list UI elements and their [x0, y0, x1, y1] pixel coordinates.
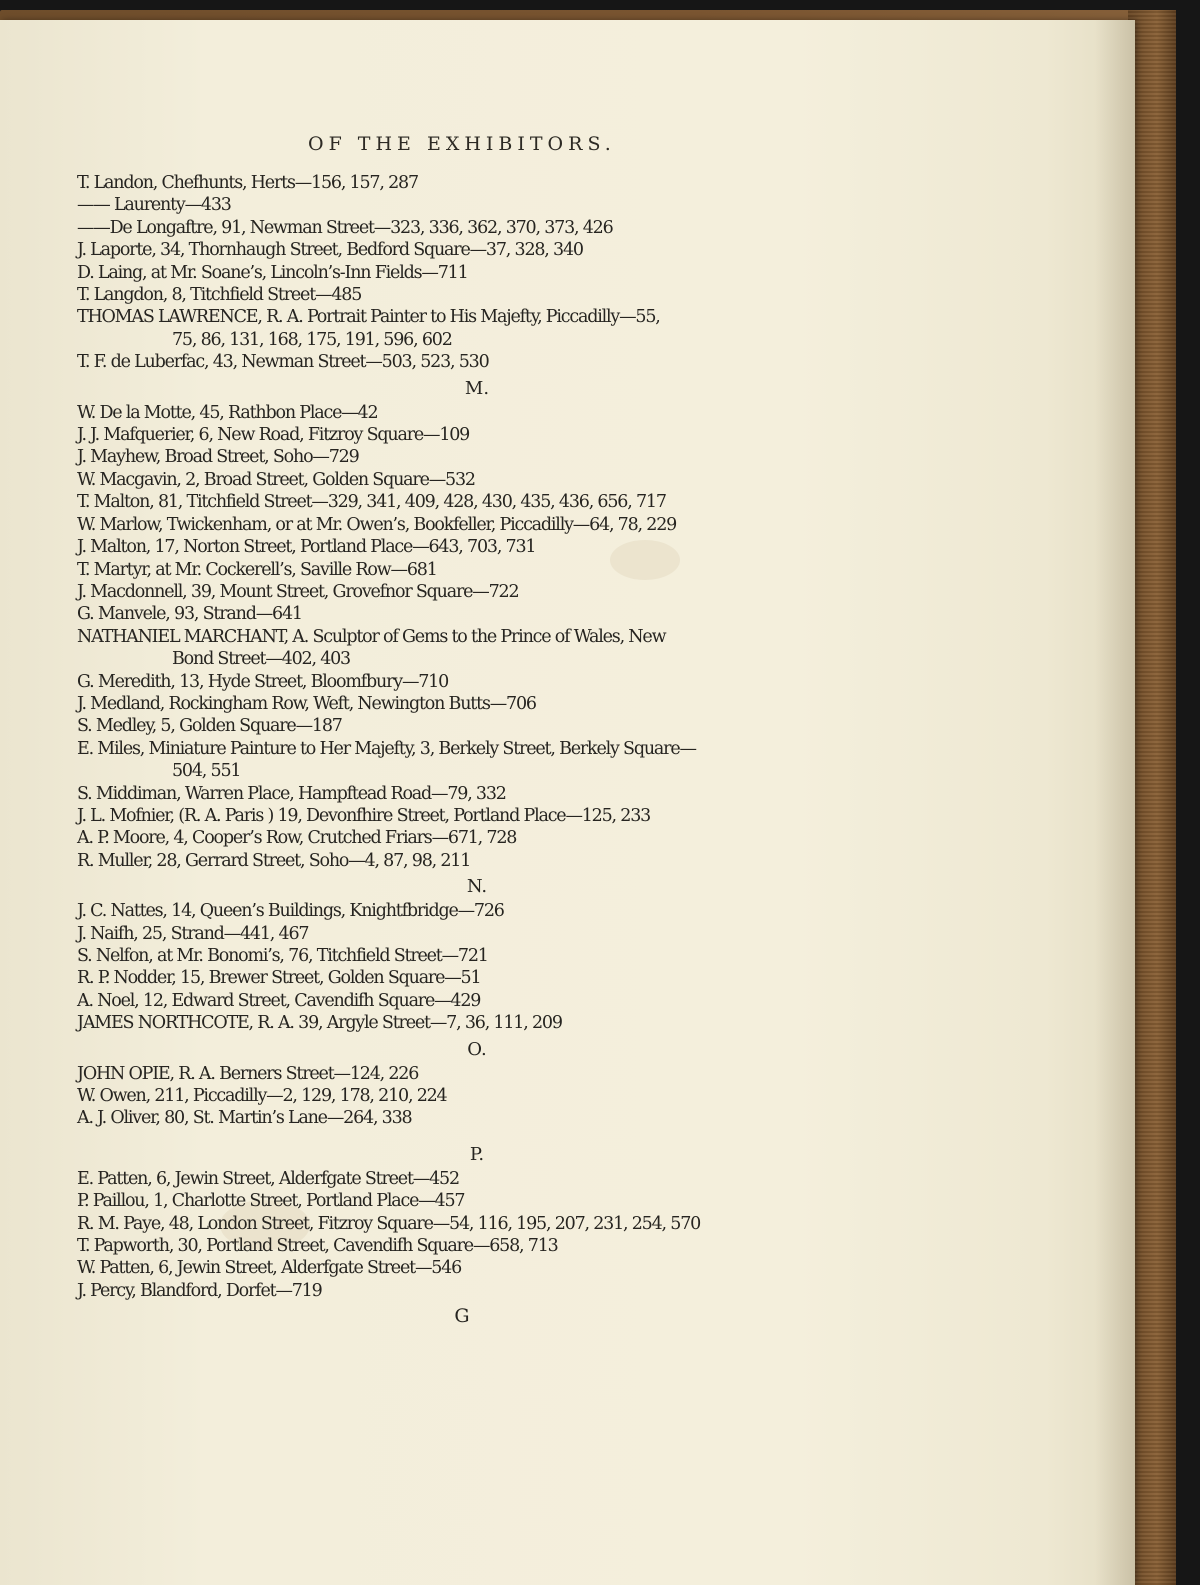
exhibitor-index-text	[77, 172, 877, 1328]
section-letter: M.	[464, 377, 490, 399]
index-entry: J. Percy, Blandford, Dorfet—719	[77, 1280, 322, 1301]
section-letter: O.	[467, 1038, 487, 1060]
index-entry: J. Malton, 17, Norton Street, Portland Place—643, 703, 731	[77, 537, 536, 558]
section-letter: P.	[469, 1143, 485, 1165]
index-entry: A. P. Moore, 4, Cooper’s Row, Crutched Friars—671, 728	[77, 828, 517, 849]
index-entry: R. M. Paye, 48, London Street, Fitzroy Square—54, 116, 195, 207, 231, 254, 570	[77, 1213, 701, 1234]
index-entry: G. Manvele, 93, Strand—641	[77, 604, 302, 625]
index-entry: THOMAS LAWRENCE, R. A. Portrait Painter to His Majefty, Piccadilly—55,	[77, 307, 660, 328]
book-page	[0, 20, 1135, 1585]
index-entry: W. Patten, 6, Jewin Street, Alderfgate Street—546	[77, 1258, 462, 1279]
index-entry: T. Landon, Chefhunts, Herts—156, 157, 287	[77, 173, 418, 193]
index-entry-continuation: 504, 551	[172, 761, 241, 782]
index-entry: J. Medland, Rockingham Row, Weft, Newington Butts—706	[77, 693, 536, 714]
index-entry: W. Macgavin, 2, Broad Street, Golden Square—532	[77, 469, 475, 490]
index-entry: J. J. Mafquerier, 6, New Road, Fitzroy Square—109	[77, 425, 470, 446]
index-entry: T. Martyr, at Mr. Cockerell’s, Saville Row—681	[77, 559, 437, 580]
section-l	[77, 172, 877, 374]
section-n	[77, 876, 877, 1034]
running-header: OF THE EXHIBITORS.	[308, 133, 616, 155]
index-entry: J. L. Mofnier, (R. A. Paris ) 19, Devonfhire Street, Portland Place—125, 233	[77, 805, 651, 826]
section-m	[77, 378, 877, 873]
page-gutter-shadow	[1095, 20, 1135, 1585]
index-entry: J. Mayhew, Broad Street, Soho—729	[77, 447, 359, 468]
index-entry: W. De la Motte, 45, Rathbon Place—42	[77, 402, 378, 423]
index-entry: W. Owen, 211, Piccadilly—2, 129, 178, 210, 224	[77, 1086, 447, 1107]
index-entry: J. Laporte, 34, Thornhaugh Street, Bedford Square—37, 328, 340	[77, 240, 583, 261]
index-entry: —— Laurenty—433	[77, 195, 231, 216]
index-entry: JAMES NORTHCOTE, R. A. 39, Argyle Street—7, 36, 111, 209	[77, 1013, 562, 1034]
index-entry: T. Malton, 81, Titchfield Street—329, 341, 409, 428, 430, 435, 436, 656, 717	[77, 492, 666, 513]
index-entry: P. Paillou, 1, Charlotte Street, Portland Place—457	[77, 1191, 465, 1212]
index-entry-continuation: 75, 86, 131, 168, 175, 191, 596, 602	[172, 329, 452, 350]
index-entry: R. Muller, 28, Gerrard Street, Soho—4, 87, 98, 211	[77, 850, 471, 871]
section-p	[77, 1144, 877, 1302]
index-entry: T. Papworth, 30, Portland Street, Cavendifh Square—658, 713	[77, 1236, 558, 1257]
index-entry: R. P. Nodder, 15, Brewer Street, Golden Square—51	[77, 968, 481, 989]
section-o	[77, 1039, 877, 1130]
index-entry: E. Miles, Miniature Painture to Her Majefty, 3, Berkely Street, Berkely Square—	[77, 738, 696, 759]
index-entry: J. Naifh, 25, Strand—441, 467	[77, 923, 309, 944]
index-entry: G. Meredith, 13, Hyde Street, Bloomfbury—710	[77, 671, 449, 692]
index-entry: A. Noel, 12, Edward Street, Cavendifh Square—429	[77, 990, 481, 1011]
index-entry: D. Laing, at Mr. Soane’s, Lincoln’s-Inn Fields—711	[77, 262, 468, 283]
cover-cloth-edge	[1128, 10, 1176, 1585]
index-entry-continuation: Bond Street—402, 403	[172, 649, 350, 670]
index-entry: JOHN OPIE, R. A. Berners Street—124, 226	[77, 1063, 419, 1084]
section-letter: N.	[466, 876, 488, 898]
index-entry: T. F. de Luberfac, 43, Newman Street—503, 523, 530	[77, 352, 489, 373]
index-entry: S. Nelfon, at Mr. Bonomi’s, 76, Titchfield Street—721	[77, 946, 488, 966]
index-entry: T. Langdon, 8, Titchfield Street—485	[77, 285, 362, 306]
signature-mark: G	[454, 1305, 470, 1328]
index-entry: ——De Longaftre, 91, Newman Street—323, 336, 362, 370, 373, 426	[77, 217, 613, 238]
index-entry: J. Macdonnell, 39, Mount Street, Grovefnor Square—722	[77, 581, 519, 602]
index-entry: NATHANIEL MARCHANT, A. Sculptor of Gems to the Prince of Wales, New	[77, 626, 666, 647]
index-entry: S. Middiman, Warren Place, Hampftead Road—79, 332	[77, 783, 506, 804]
index-entry: W. Marlow, Twickenham, or at Mr. Owen’s, Bookfeller, Piccadilly—64, 78, 229	[77, 514, 677, 535]
index-entry: E. Patten, 6, Jewin Street, Alderfgate Street—452	[77, 1168, 459, 1189]
index-entry: S. Medley, 5, Golden Square—187	[77, 716, 342, 737]
index-entry: A. J. Oliver, 80, St. Martin’s Lane—264, 338	[77, 1108, 412, 1129]
index-entry: J. C. Nattes, 14, Queen’s Buildings, Knightfbridge—726	[77, 901, 504, 922]
